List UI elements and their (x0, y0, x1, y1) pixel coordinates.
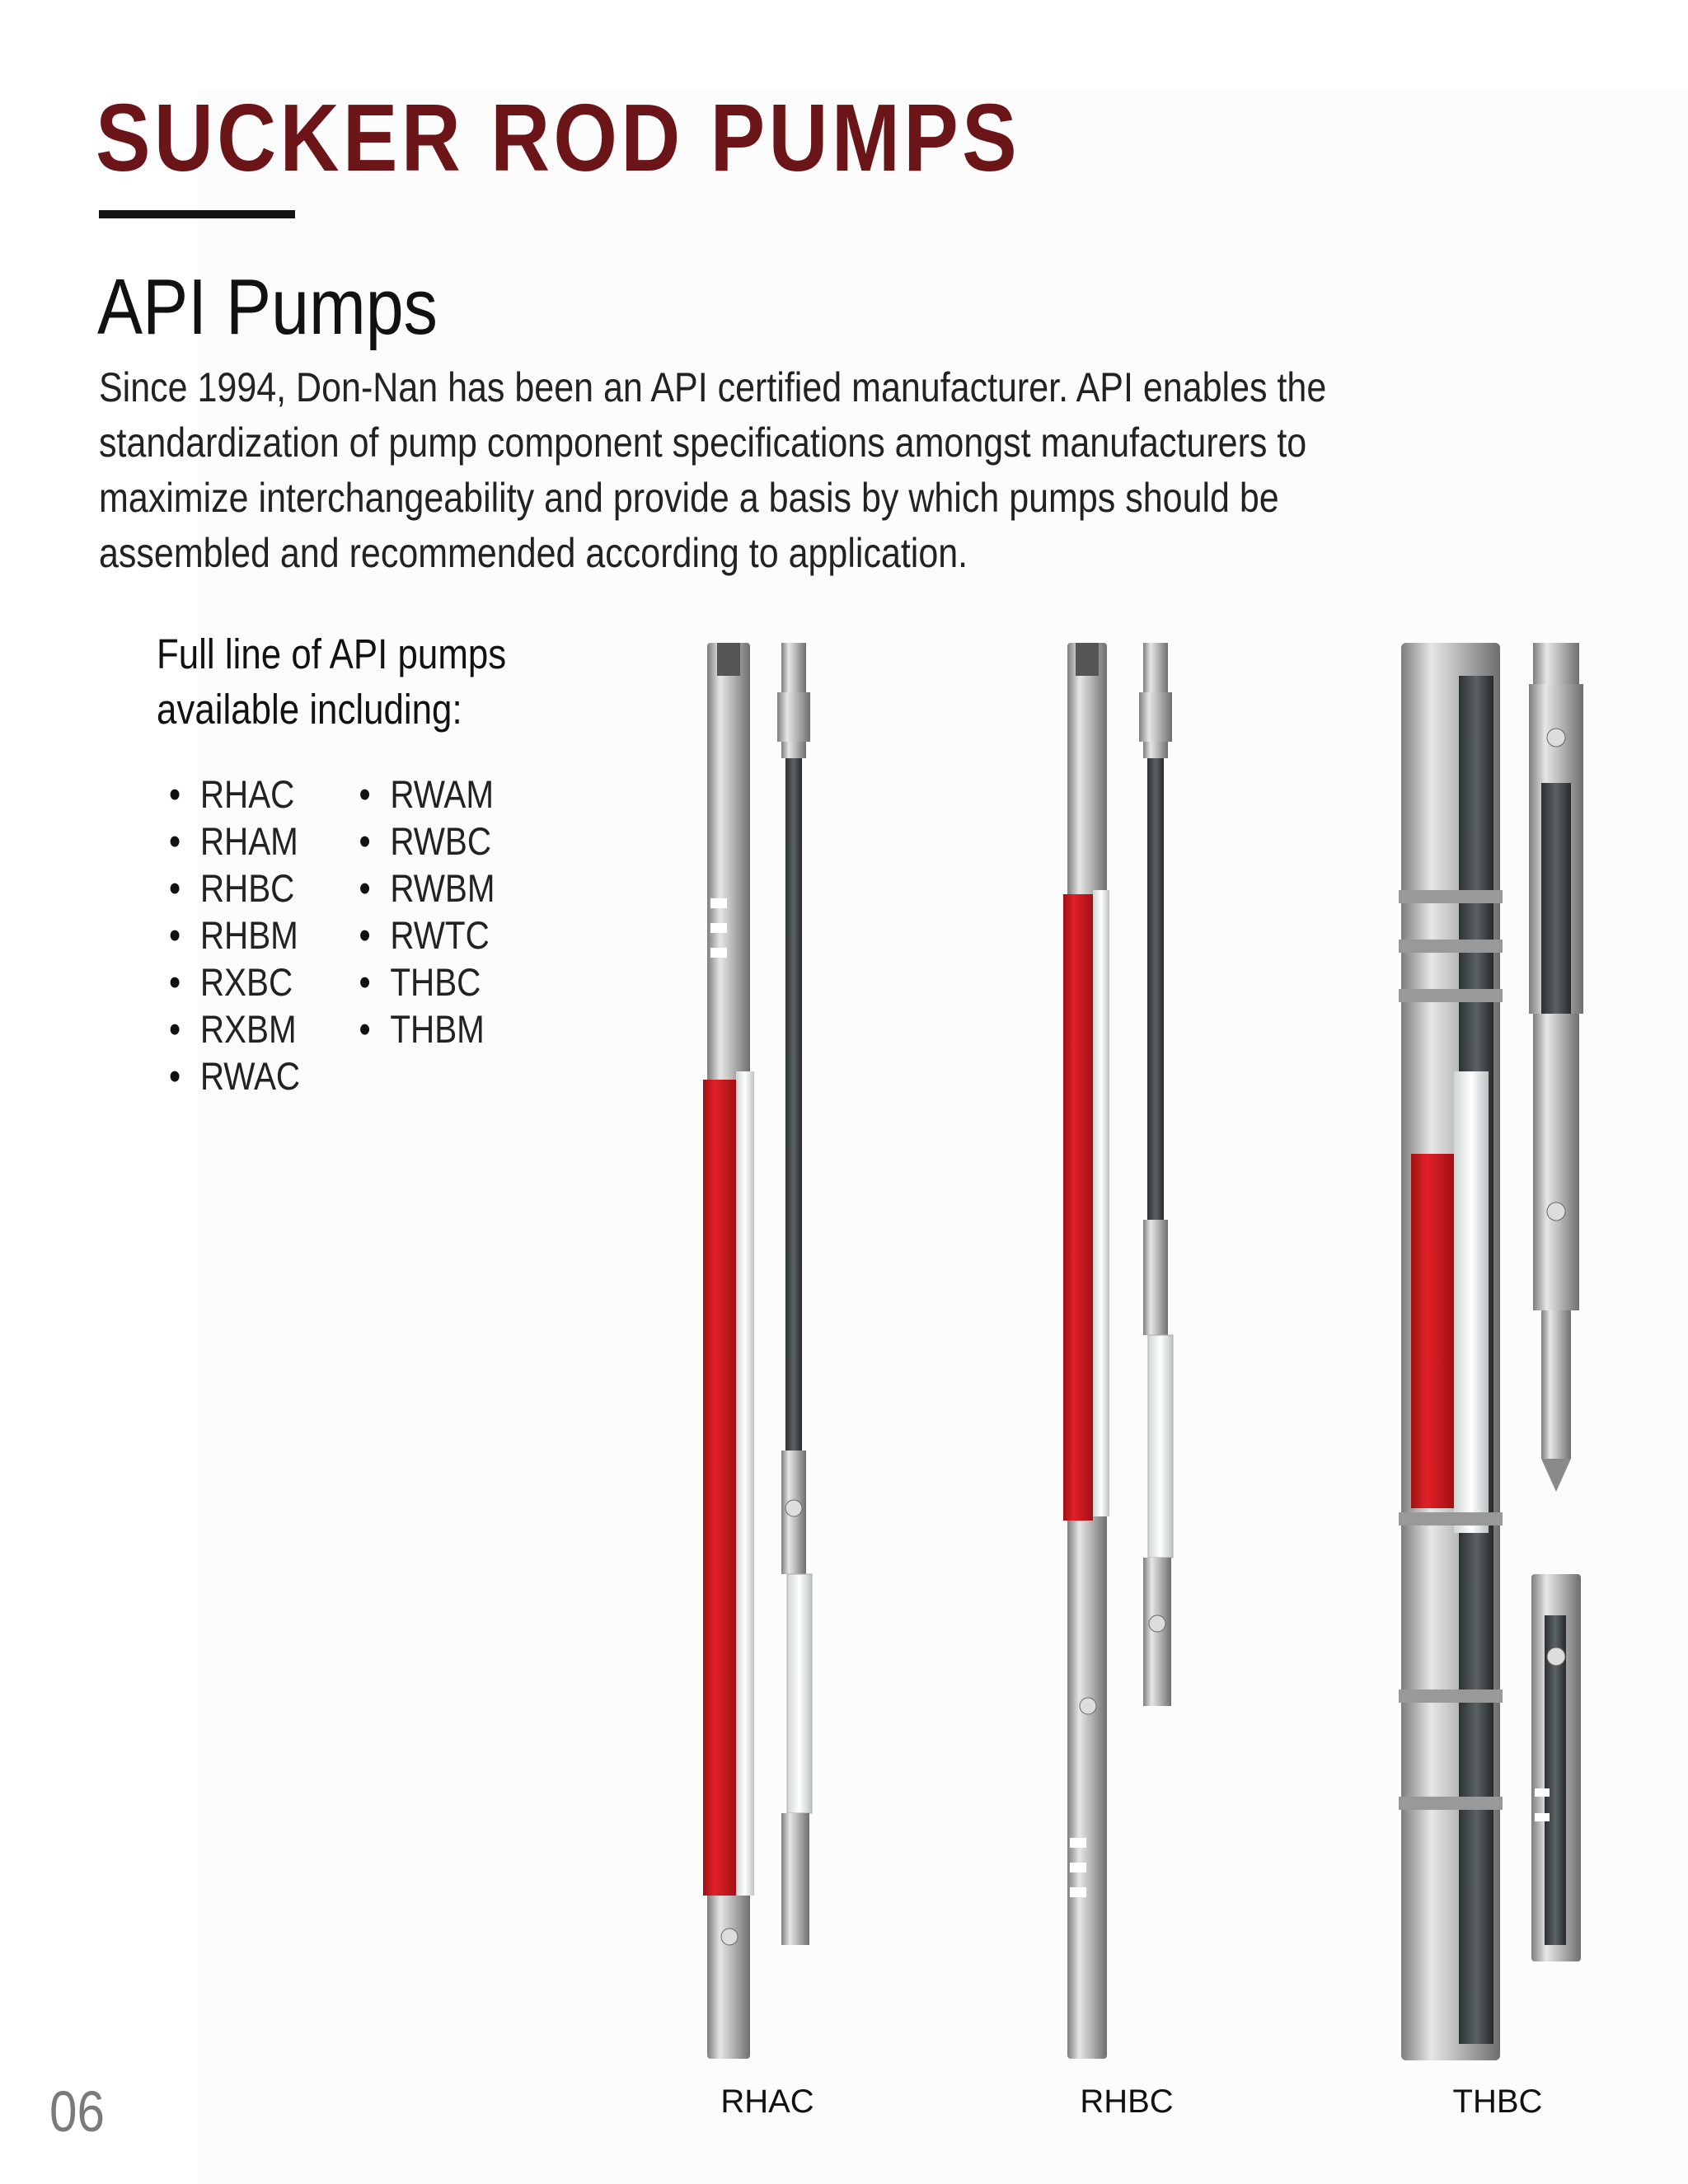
list-item: • RHBC (169, 865, 300, 912)
list-item: • RHAM (169, 818, 300, 865)
list-item: • RWAC (169, 1052, 300, 1099)
list-item: • THBC (359, 958, 495, 1005)
section-title: API Pumps (97, 263, 438, 351)
list-item: • RWBC (359, 818, 495, 865)
list-item: • RXBM (169, 1005, 300, 1052)
page-title: SUCKER ROD PUMPS (96, 84, 1020, 191)
list-item: • RWBM (359, 865, 495, 912)
list-item: • THBM (359, 1005, 495, 1052)
list-item: • RHAC (169, 771, 300, 818)
list-item: • RHBM (169, 912, 300, 958)
feature-text: Full line of API pumps available including: (157, 630, 507, 733)
pump-label-thbc: THBC (1452, 2083, 1543, 2120)
list-item: • RXBC (169, 958, 300, 1005)
page-number: 06 (49, 2079, 105, 2144)
pump-label-rhbc: RHBC (1080, 2083, 1174, 2120)
rhac-pump-illustration (703, 643, 812, 2059)
list-item: • RWAM (359, 771, 495, 818)
list-item: • RWTC (359, 912, 495, 958)
pump-label-rhac: RHAC (720, 2083, 814, 2120)
rhbc-pump-illustration (1063, 643, 1173, 2059)
intro-paragraph: Since 1994, Don-Nan has been an API certified manufacturer. API enables the standardization of pump component specifications amongst manufacturers to maximize interchangeability and provide a basis by which pumps should be assembled and recommended according to application. (99, 364, 1327, 576)
thbc-pump-illustration (1399, 643, 1583, 2060)
